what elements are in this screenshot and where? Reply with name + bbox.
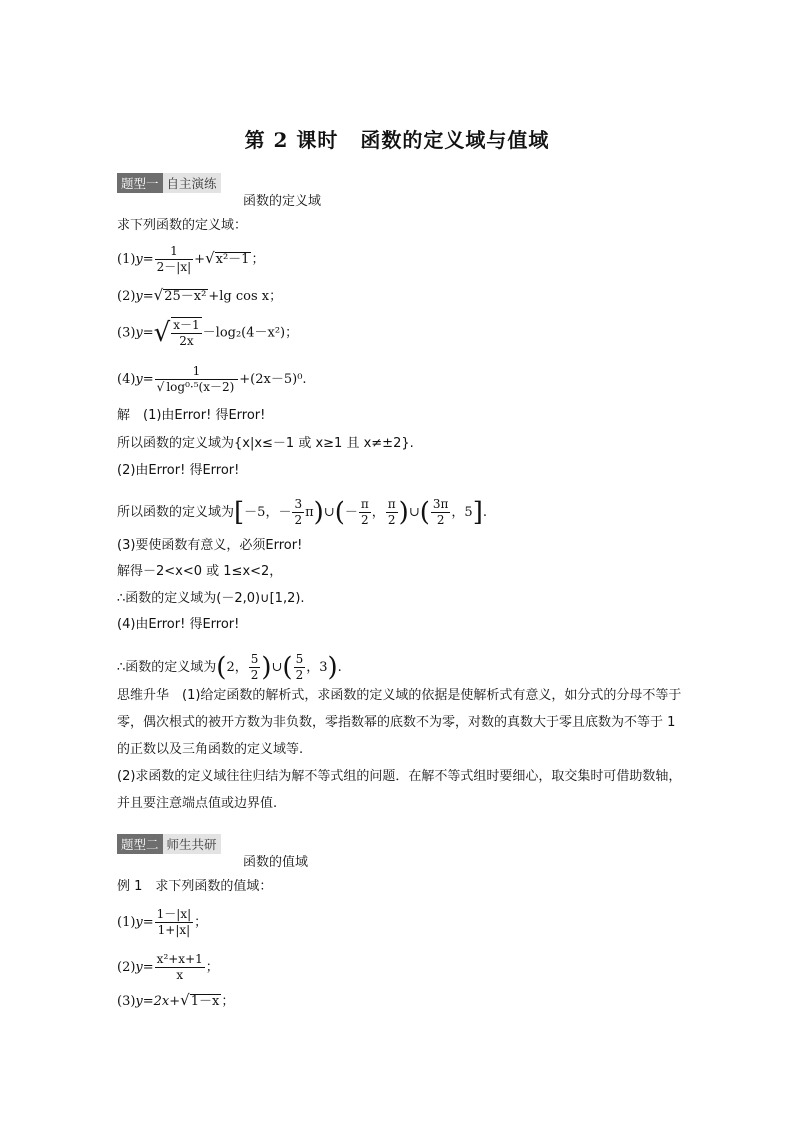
section-title-1: 函数的定义域 xyxy=(243,194,322,209)
lesson-topic: 函数的定义域与值域 xyxy=(360,128,550,152)
question-prompt: 求下列函数的定义域： xyxy=(117,218,248,233)
fraction: $\frac{5}{2}$ xyxy=(250,652,259,682)
fraction: $\frac{\pi}{2}$ xyxy=(387,497,396,527)
question-item-4: (4)y= $\frac{1}{\text{√ log⁰·⁵(x－2)}}$ +(2x－5)⁰. xyxy=(117,364,307,394)
fraction: $\frac{1}{\text{√ log⁰·⁵(x－2)}}$ xyxy=(155,364,239,395)
fraction: $\frac{5}{2}$ xyxy=(295,652,304,682)
fraction: $\frac{1}{2-|x|}$ xyxy=(156,244,192,274)
example-item-1: (1)y= $\frac{1-|x|}{1+|x|}$ ； xyxy=(117,907,208,937)
radicand: 1－x xyxy=(190,994,220,1009)
fraction: $\frac{\text{x²+x+1}}{x}$ xyxy=(156,952,203,982)
solution-line-7: ∴函数的定义域为(－2,0)∪[1,2). xyxy=(117,591,305,606)
radicand: 25－x² xyxy=(164,289,207,304)
solution-line-6: 解得－2<x<0 或 1≤x<2， xyxy=(117,564,283,579)
summary-paragraph-1: 思维升华 (1)给定函数的解析式，求函数的定义域的依据是使解析式有意义，如分式的分母不等于零，偶次根式的被开方数为非负数，零指数幂的底数不为零，对数的真数大于零且底数为不等于 1 的正数以及三角函数的定义域等. xyxy=(117,688,682,757)
radical-sign: √ xyxy=(180,991,190,1009)
section-subtag: 师生共研 xyxy=(163,834,221,854)
question-item-3: (3)y=√ $\frac{x-1}{2x}$ －log₂(4－x²)； xyxy=(117,318,299,348)
solution-line-8: (4)由Error! 得Error! xyxy=(117,617,240,632)
section-tag: 题型一 xyxy=(117,173,163,193)
radical-sign: √ xyxy=(153,286,164,304)
radical-sign: √ xyxy=(153,318,171,348)
section-header-2 xyxy=(117,835,221,853)
summary-paragraph-2: (2)求函数的定义域往往归结为解不等式组的问题．在解不等式组时要细心，取交集时可借助数轴，并且要注意端点值或边界值. xyxy=(117,769,682,811)
section-subtag: 自主演练 xyxy=(163,173,221,193)
fraction: $\frac{\pi}{2}$ xyxy=(360,497,369,527)
solution-line-5: (3)要使函数有意义，必须Error! xyxy=(117,538,303,553)
page-title xyxy=(0,124,794,153)
radicand: x²－1 xyxy=(215,252,250,267)
solution-line-4: 所以函数的定义域为[－5，－ $\frac{3}{2}$ π)∪(－ $\frac{\pi}{2}$ ， $\frac{\pi}{2}$ )∪( $\frac{3\pi}{2}$ ，5]. xyxy=(117,497,487,528)
fraction: $\frac{3}{2}$ xyxy=(294,497,303,527)
solution-line-1: 解 (1)由Error! 得Error! xyxy=(117,408,266,423)
fraction: $\frac{x-1}{2x}$ xyxy=(173,318,200,348)
fraction: $\frac{3\pi}{2}$ xyxy=(432,497,449,527)
fraction: $\frac{1-|x|}{1+|x|}$ xyxy=(156,907,192,937)
section-title-2: 函数的值域 xyxy=(243,855,309,870)
question-item-1: (1)y= $\frac{1}{2-|x|}$ +√x²－1 ； xyxy=(117,244,265,274)
solution-line-9: ∴函数的定义域为(2， $\frac{5}{2}$ )∪( $\frac{5}{2}$ ，3). xyxy=(117,652,342,683)
section-header-1 xyxy=(117,174,221,192)
example-item-2: (2)y= $\frac{\text{x²+x+1}}{x}$ ； xyxy=(117,952,219,982)
question-item-2: (2)y=√25－x² +lg cos x； xyxy=(117,286,283,304)
section-tag: 题型二 xyxy=(117,834,163,854)
radical-sign: √ xyxy=(205,249,215,267)
example-item-3: (3)y=2x+√1－x ； xyxy=(117,991,235,1009)
lesson-number: 第 2 课时 xyxy=(244,128,339,152)
example-prompt: 例 1 求下列函数的值域： xyxy=(117,879,273,894)
solution-line-3: (2)由Error! 得Error! xyxy=(117,463,240,478)
solution-line-2: 所以函数的定义域为{x|x≤－1 或 x≥1 且 x≠±2}. xyxy=(117,436,414,451)
